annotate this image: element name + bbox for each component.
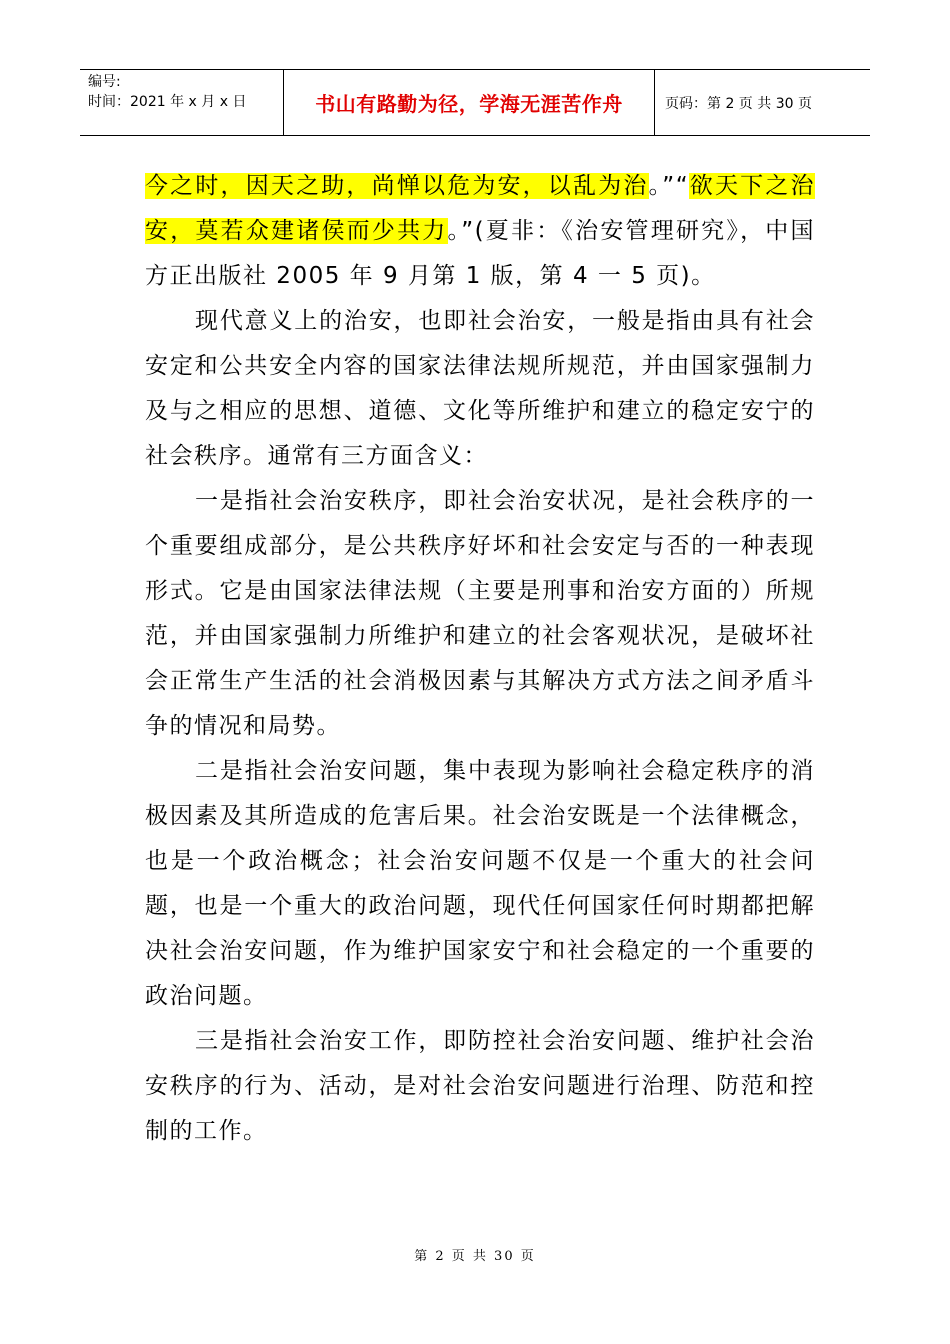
paragraph-quote: [145, 164, 815, 299]
header-motto: 书山有路勤为径，学海无涯苦作舟: [283, 70, 655, 135]
paragraph-meaning-3: 三是指社会治安工作，即防控社会治安问题、维护社会治安秩序的行为、活动，是对社会治安问题进行治理、防范和控制的工作。: [145, 1028, 815, 1144]
paragraph-meaning-1: 一是指社会治安秩序，即社会治安状况，是社会秩序的一个重要组成部分，是公共秩序好坏和社会安定与否的一种表现形式。它是由国家法律法规（主要是刑事和治安方面的）所规范，并由国家强制力所维护和建立的社会客观状况，是破坏社会正常生产生活的社会消极因素与其解决方式方法之间矛盾斗争的情况和局势。: [145, 488, 815, 739]
header-page-info: 页码：第 2 页 共 30 页: [665, 95, 812, 112]
paragraph-meaning-2: 二是指社会治安问题，集中表现为影响社会稳定秩序的消极因素及其所造成的危害后果。社会治安既是一个法律概念，也是一个政治概念；社会治安问题不仅是一个重大的社会问题，也是一个重大的政治问题，现代任何国家任何时期都把解决社会治安问题，作为维护国家安宁和社会稳定的一个重要的政治问题。: [145, 758, 815, 1009]
doc-time-label: 时间：2021 年 x 月 x 日: [88, 94, 247, 110]
quote-joiner: 。”“: [648, 173, 690, 199]
document-body: [145, 164, 815, 1154]
highlight-2: 欲天下之治安，莫若众建诸侯而少共力: [145, 173, 816, 244]
page-footer: 第 2 页 共 30 页: [414, 1249, 536, 1264]
page-header: [80, 69, 870, 136]
citation-text: 。”(夏非：《治安管理研究》，中国方正出版社 2005 年 9 月第 1 版，第 4 一 5 页)。: [145, 218, 816, 289]
highlight-1: 今之时，因天之助，尚惮以危为安，以乱为治: [145, 173, 649, 199]
header-meta: [80, 70, 283, 135]
doc-number-label: 编号:: [88, 74, 121, 90]
paragraph-definition: 现代意义上的治安，也即社会治安，一般是指由具有社会安定和公共安全内容的国家法律法规所规范，并由国家强制力及与之相应的思想、道德、文化等所维护和建立的稳定安宁的社会秩序。通常有三方面含义：: [145, 308, 815, 469]
